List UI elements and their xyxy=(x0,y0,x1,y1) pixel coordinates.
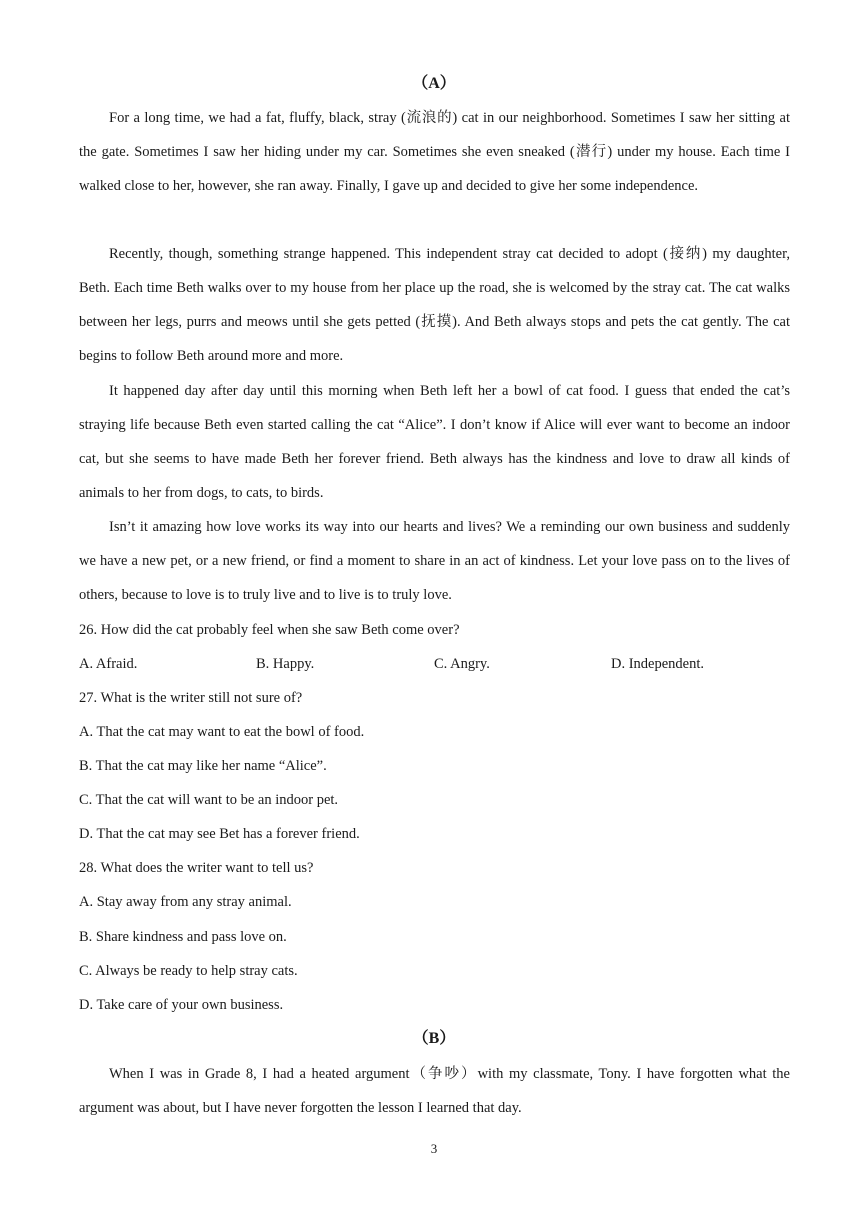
question-27-option-b: B. That the cat may like her name “Alice”. xyxy=(79,758,327,774)
question-27-option-a: A. That the cat may want to eat the bowl of food. xyxy=(79,724,365,740)
question-28-option-c: C. Always be ready to help stray cats. xyxy=(79,963,298,979)
section-b-paragraph-1: When I was in Grade 8, I had a heated argument（争吵）with my classmate, Tony. I have forgotten what the argument was about, but I have never forgotten the lesson I learned that day. xyxy=(79,1066,790,1117)
question-26-option-a: A. Afraid. xyxy=(79,656,138,672)
question-27-stem: 27. What is the writer still not sure of? xyxy=(79,690,303,706)
section-a-paragraph-2: Recently, though, something strange happened. This independent stray cat decided to adopt (接纳) my daughter, Beth. Each time Beth walks over to my house from her place up the road, she is welcomed by the stray cat. The cat walks between her legs, purrs and meows until she gets petted (抚摸). And Beth always stops and pets the cat gently. The cat begins to follow Beth around more and more. xyxy=(79,246,790,365)
question-28-option-b: B. Share kindness and pass love on. xyxy=(79,929,287,945)
question-26-option-c: C. Angry. xyxy=(434,656,490,672)
question-27-option-d: D. That the cat may see Bet has a forever friend. xyxy=(79,826,360,842)
section-a-paragraph-1: For a long time, we had a fat, fluffy, black, stray (流浪的) cat in our neighborhood. Sometimes I saw her sitting at the gate. Sometimes I saw her hiding under my car. Sometimes she even sneaked (潜行) under my house. Each time I walked close to her, however, she ran away. Finally, I gave up and decided to give her some independence. xyxy=(79,110,790,195)
question-28-option-a: A. Stay away from any stray animal. xyxy=(79,894,292,910)
question-26-stem: 26. How did the cat probably feel when she saw Beth come over? xyxy=(79,622,460,638)
section-a-paragraph-3: It happened day after day until this morning when Beth left her a bowl of cat food. I guess that ended the cat’s straying life because Beth even started calling the cat “Alice”. I don’t know if Alice will ever want to become an indoor cat, but she seems to have made Beth her forever friend. Beth always has the kindness and love to draw all kinds of animals to her from dogs, to cats, to birds. xyxy=(79,383,790,502)
question-27-option-c: C. That the cat will want to be an indoor pet. xyxy=(79,792,339,808)
question-26-option-d: D. Independent. xyxy=(611,656,705,672)
page-number: 3 xyxy=(430,1141,438,1156)
question-26-option-b: B. Happy. xyxy=(256,656,315,672)
section-a-paragraph-4: Isn’t it amazing how love works its way into our hearts and lives? We a reminding our own business and suddenly we have a new pet, or a new friend, or find a moment to share in an act of kindness. Let your love pass on to the lives of others, because to love is to truly live and to live is to truly love. xyxy=(79,519,790,604)
question-28-option-d: D. Take care of your own business. xyxy=(79,997,284,1013)
question-28-stem: 28. What does the writer want to tell us? xyxy=(79,860,314,876)
section-b-title: （B） xyxy=(412,1030,456,1047)
section-a-title: （A） xyxy=(412,75,456,92)
